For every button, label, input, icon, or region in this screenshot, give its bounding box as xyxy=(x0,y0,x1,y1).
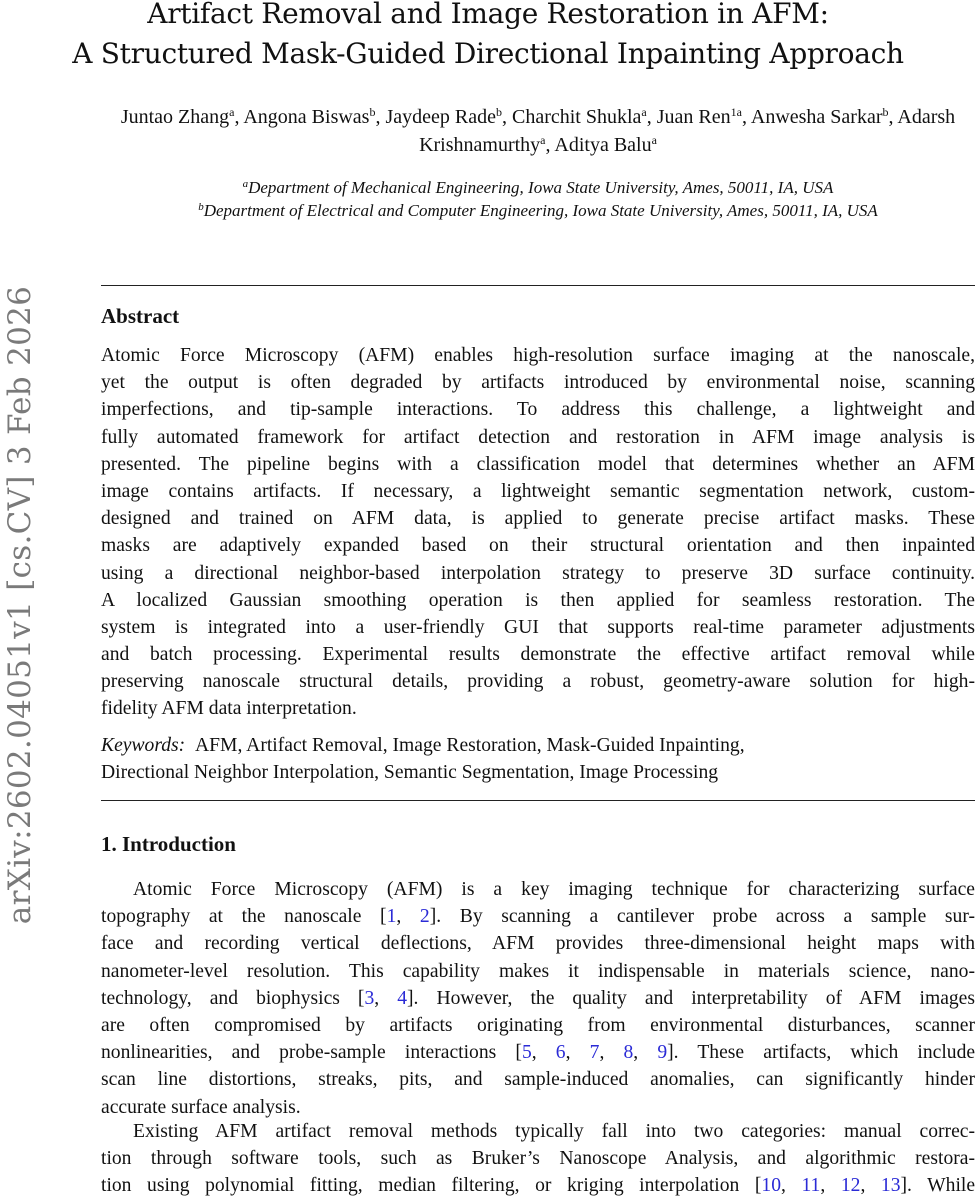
abstract-line: fully automated framework for artifact detection and restoration in AFM image analysis is xyxy=(101,426,975,448)
text-line: Atomic Force Microscopy (AFM) is a key imaging technique for characterizing surface xyxy=(133,879,975,900)
abstract-line: image contains artifacts. If necessary, a lightweight semantic segmentation network, custom- xyxy=(101,480,975,502)
intro-paragraph-2 xyxy=(101,1118,975,1200)
author: Juan Ren$^{1a}$ xyxy=(656,105,742,128)
text-line: Existing AFM artifact removal methods typically fall into two categories: manual correc- xyxy=(133,1121,975,1142)
author-list: Juntao Zhang$^a$, Angona Biswas$^b$, Jaydeep Rade$^b$, Charchit Shukla$^a$, Juan Ren$^{1a}$, Anwesha Sarkar$^b$, Adarsh Krishnamurthy$^a$, Aditya Balu$^a$ xyxy=(120,105,956,156)
text-line: tion using polynomial fitting, median filtering, or kriging interpolation [10, 11, 12, 13]. While xyxy=(101,1175,976,1197)
abstract-line: preserving nanoscale structural details, providing a robust, geometry-aware solution for high- xyxy=(101,671,975,693)
section-heading-introduction: 1. Introduction xyxy=(101,832,236,856)
author: Juntao Zhang$^a$ xyxy=(120,105,235,128)
text-line: are often compromised by artifacts originating from environmental disturbances, scanner xyxy=(101,1014,975,1036)
paper-title xyxy=(0,0,976,74)
keywords-line-2: Directional Neighbor Interpolation, Semantic Segmentation, Image Processing xyxy=(101,762,719,784)
citation-link[interactable]: 8 xyxy=(623,1042,634,1064)
abstract-line: system is integrated into a user-friendly GUI that supports real-time parameter adjustments xyxy=(101,616,975,638)
abstract-line: A localized Gaussian smoothing operation is then applied for seamless restoration. The xyxy=(101,589,975,611)
citation-link[interactable]: 1 xyxy=(386,906,397,928)
citation-link[interactable]: 4 xyxy=(397,987,408,1009)
abstract-line: and batch processing. Experimental results demonstrate the effective artifact removal while xyxy=(101,644,975,666)
citation-link[interactable]: 11 xyxy=(801,1175,821,1197)
affiliation: $^a$Department of Mechanical Engineering, Iowa State University, Ames, 50011, IA, USA xyxy=(242,178,834,197)
text-line: scan line distortions, streaks, pits, and sample-induced anomalies, can significantly hinder xyxy=(101,1069,975,1091)
text-line: nanometer-level resolution. This capability makes it indispensable in materials science, nano- xyxy=(101,960,975,982)
keywords-label: Keywords: xyxy=(101,735,186,756)
title-line-2: A Structured Mask-Guided Directional Inpainting Approach xyxy=(72,37,904,70)
bottom-rule xyxy=(101,800,975,801)
intro-paragraph-1 xyxy=(101,876,975,1121)
abstract-line: designed and trained on AFM data, is applied to generate precise artifact masks. These xyxy=(101,508,975,530)
abstract-line: Atomic Force Microscopy (AFM) enables high-resolution surface imaging at the nanoscale, xyxy=(101,345,975,366)
abstract-line: yet the output is often degraded by artifacts introduced by environmental noise, scanning xyxy=(101,372,975,394)
citation-link[interactable]: 12 xyxy=(840,1175,861,1197)
abstract-line: fidelity AFM data interpretation. xyxy=(101,698,357,720)
citation-link[interactable]: 7 xyxy=(589,1042,600,1064)
text-line: tion through software tools, such as Bruker’s Nanoscope Analysis, and algorithmic restora- xyxy=(101,1148,975,1170)
arxiv-stamp: arXiv:2602.04051v1 [cs.CV] 3 Feb 2026 xyxy=(2,285,38,925)
text-line: technology, and biophysics [3, 4]. However, the quality and interpretability of AFM images xyxy=(101,987,976,1009)
affiliation: $^b$Department of Electrical and Computer Engineering, Iowa State University, Ames, 50011, IA, USA xyxy=(198,201,878,220)
citation-link[interactable]: 5 xyxy=(521,1042,532,1064)
title-line-1: Artifact Removal and Image Restoration in AFM: xyxy=(147,0,829,30)
affiliations xyxy=(100,176,976,222)
abstract-line: presented. The pipeline begins with a classification model that determines whether an AFM xyxy=(101,453,975,475)
abstract-line: using a directional neighbor-based interpolation strategy to preserve 3D surface continuity. xyxy=(101,562,975,584)
abstract-heading: Abstract xyxy=(101,304,180,328)
author: Aditya Balu$^a$ xyxy=(554,133,657,156)
citation-link[interactable]: 3 xyxy=(364,987,375,1009)
keywords xyxy=(101,732,975,786)
abstract-line: imperfections, and tip-sample interactions. To address this challenge, a lightweight and xyxy=(101,399,975,421)
citation-link[interactable]: 9 xyxy=(657,1042,668,1064)
author: Anwesha Sarkar$^b$ xyxy=(750,105,889,128)
author: Angona Biswas$^b$ xyxy=(243,105,376,128)
author: Jaydeep Rade$^b$ xyxy=(385,105,502,128)
citation-link[interactable]: 13 xyxy=(880,1175,901,1197)
top-rule xyxy=(101,285,975,286)
citation-link[interactable]: 2 xyxy=(419,906,430,928)
citation-link[interactable]: 6 xyxy=(555,1042,566,1064)
text-line: accurate surface analysis. xyxy=(101,1096,301,1118)
abstract-body xyxy=(101,342,975,723)
author: Adarsh Krishnamurthy$^a$ xyxy=(419,106,956,156)
citation-link[interactable]: 10 xyxy=(761,1175,781,1197)
abstract-line: masks are adaptively expanded based on their structural orientation and then inpainted xyxy=(101,535,975,557)
text-line: face and recording vertical deflections, AFM provides three-dimensional height maps with xyxy=(101,933,975,955)
text-line: topography at the nanoscale [1, 2]. By scanning a cantilever probe across a sample sur- xyxy=(101,906,976,928)
text-line: nonlinearities, and probe-sample interactions [5, 6, 7, 8, 9]. These artifacts, which include xyxy=(101,1042,976,1064)
author: Charchit Shukla$^a$ xyxy=(511,105,647,128)
arxiv-sidebar xyxy=(0,0,40,1200)
keywords-line-1: AFM, Artifact Removal, Image Restoration, Mask-Guided Inpainting, xyxy=(194,735,745,756)
